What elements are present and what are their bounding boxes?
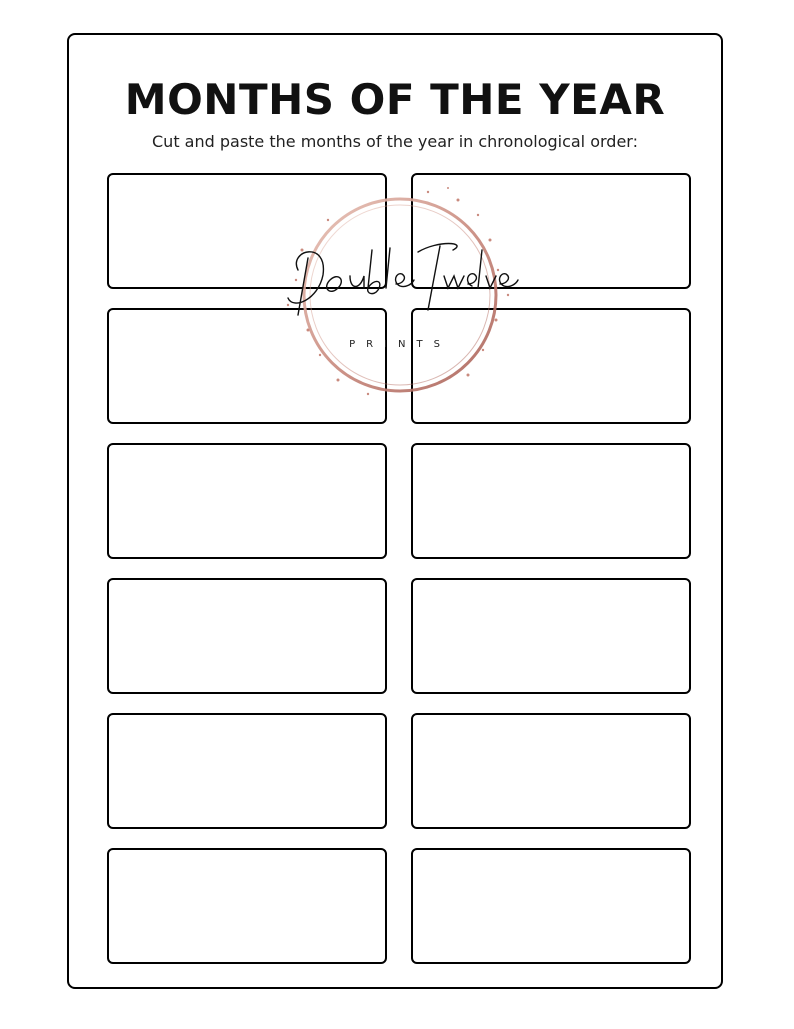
paste-box-grid (107, 173, 692, 964)
watermark-tagline: PRINTS (349, 339, 451, 350)
instructions-text: Cut and paste the months of the year in chronological order: (152, 132, 638, 151)
paste-box-3 (107, 308, 387, 424)
paste-box-7 (107, 578, 387, 694)
paste-box-2 (411, 173, 691, 289)
paste-box-12 (411, 848, 691, 964)
paste-box-10 (411, 713, 691, 829)
worksheet-page (67, 33, 723, 989)
paste-box-11 (107, 848, 387, 964)
paste-box-5 (107, 443, 387, 559)
paste-box-8 (411, 578, 691, 694)
paste-box-6 (411, 443, 691, 559)
paste-box-1 (107, 173, 387, 289)
paste-box-4 (411, 308, 691, 424)
paste-box-9 (107, 713, 387, 829)
page-title: MONTHS OF THE YEAR (124, 75, 666, 124)
